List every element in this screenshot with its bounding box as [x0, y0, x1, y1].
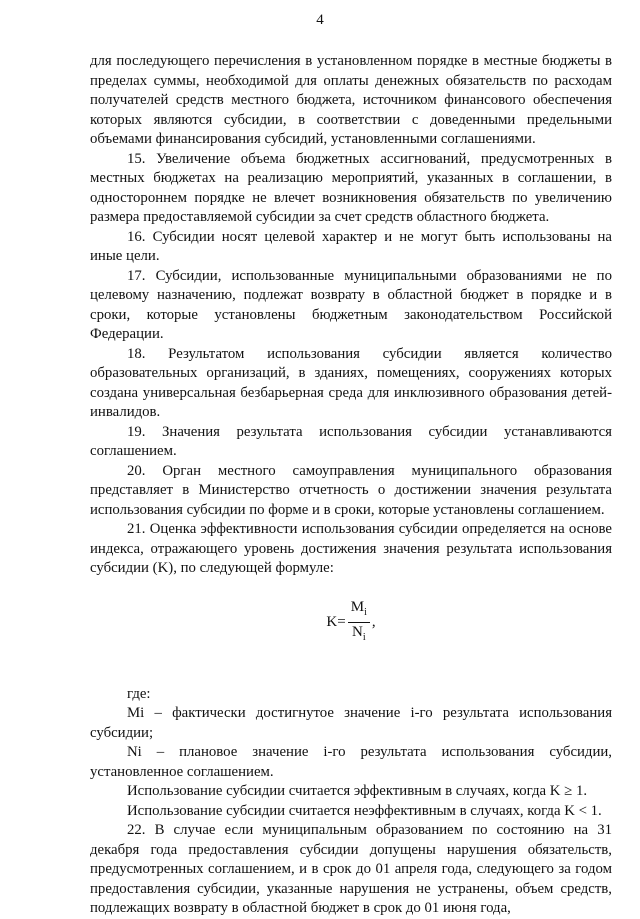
numerator-subscript: i: [364, 607, 367, 618]
document-body: [90, 52, 612, 919]
denominator-letter: N: [351, 624, 363, 640]
formula-lhs: K: [326, 613, 338, 630]
ni-definition: Ni – плановое значение i-го результата использования субсидии, установленное соглашением.: [90, 744, 612, 780]
formula-fraction: [348, 598, 370, 647]
paragraph-18: 18. Результатом использования субсидии является количество образовательных организаций, в зданиях, помещениях, сооружениях которых создана универсальная безбарьерная среда для инклюзивного образования детей-инвалидов.: [90, 345, 612, 420]
formula-numerator: [348, 598, 370, 623]
paragraph-17: 17. Субсидии, использованные муниципальными образованиями не по целевому назначению, подлежат возврату в областной бюджет в порядке и в сроки, которые установлены бюджетным законодательством Российской Федерации.: [90, 267, 612, 342]
where-label: где:: [127, 685, 151, 702]
mi-definition: Mi – фактически достигнутое значение i-го результата использования субсидии;: [90, 705, 612, 741]
paragraph-19: 19. Значения результата использования субсидии устанавливаются соглашением.: [90, 423, 612, 459]
paragraph-21: 21. Оценка эффективности использования субсидии определяется на основе индекса, отражающего уровень достижения значения результата использования субсидии (K), по следующей формуле:: [90, 521, 612, 576]
formula-denominator: [349, 623, 369, 647]
formula-equals: =: [337, 613, 346, 630]
paragraph-20: 20. Орган местного самоуправления муниципального образования представляет в Министерство отчетность о достижении значения результата использования субсидии по форме и в сроки, которые установлены соглашением.: [90, 462, 612, 518]
ineffective-condition: Использование субсидии считается неэффективным в случаях, когда K < 1.: [127, 802, 602, 819]
numerator-letter: M: [350, 599, 365, 615]
paragraph-16: 16. Субсидии носят целевой характер и не могут быть использованы на иные цели.: [90, 228, 612, 264]
efficiency-formula: [90, 597, 612, 649]
denominator-subscript: i: [362, 632, 366, 643]
paragraph-22: 22. В случае если муниципальным образованием по состоянию на 31 декабря года предоставления субсидии допущены нарушения обязательств, предусмотренных соглашением, и в срок до 01 апреля года, следующего за годом предоставления субсидии, указанные нарушения не устранены, объем средств, подлежащих возврату в областной бюджет в срок до 01 июня года,: [90, 822, 612, 916]
page-number: 4: [316, 12, 324, 28]
formula-comma: ,: [371, 613, 376, 630]
paragraph-15: 15. Увеличение объема бюджетных ассигнований, предусмотренных в местных бюджетах на реализацию мероприятий, указанных в соглашении, в одностороннем порядке не влечет возникновения обязательств по увеличению размера предоставляемой субсидии за счет средств областного бюджета.: [90, 150, 612, 225]
paragraph-continuation: для последующего перечисления в установленном порядке в местные бюджеты в пределах суммы, необходимой для оплаты денежных обязательств по расходам получателей средств местного бюджета, источником финансового обеспечения которых являются субсидии, в соответствии с доведенными предельными объемами финансирования субсидий, установленными соглашениями.: [90, 53, 612, 147]
effective-condition: Использование субсидии считается эффективным в случаях, когда K ≥ 1.: [127, 783, 588, 799]
